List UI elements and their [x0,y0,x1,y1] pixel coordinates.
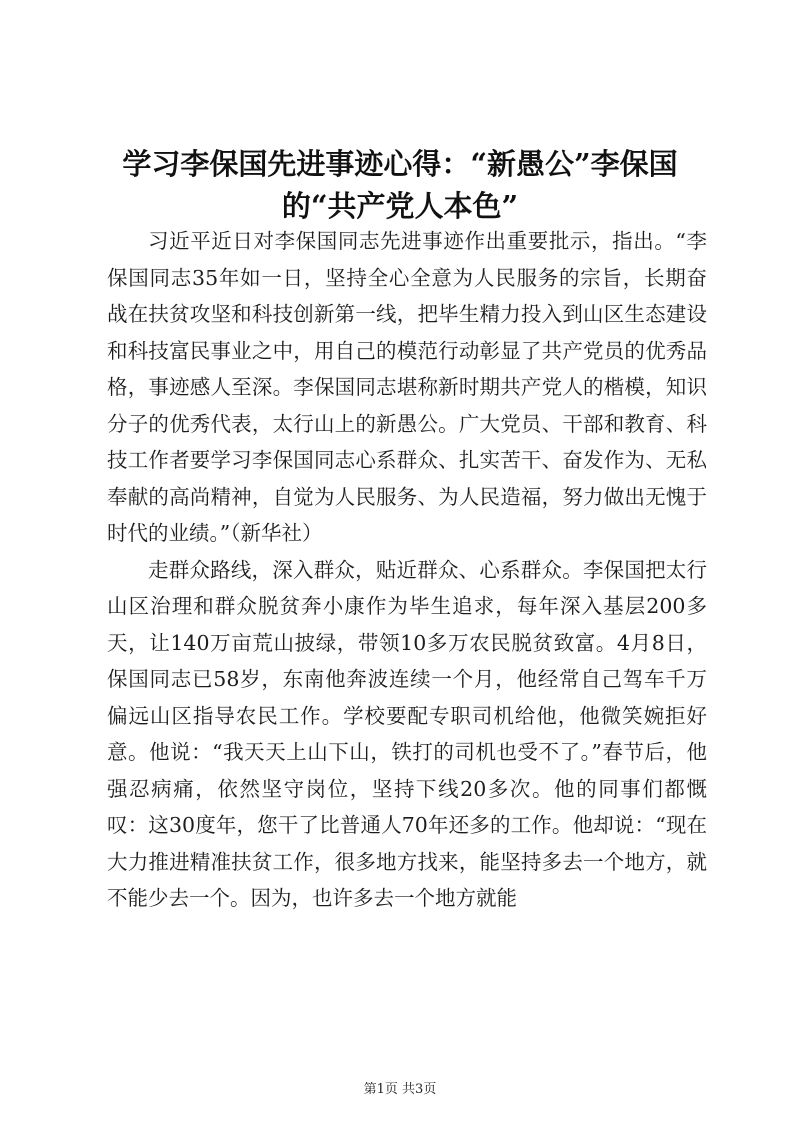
document-body [107,223,707,917]
document-title: 学习李保国先进事迹心得：“新愚公”李保国的“共产党人本色” [122,147,678,223]
page-number-footer: 第1页 共3页 [363,1082,437,1097]
paragraph-2: 走群众路线，深入群众，贴近群众、心系群众。李保国把太行山区治理和群众脱贫奔小康作为毕生追求，每年深入基层200多天，让140万亩荒山披绿，带领10多万农民脱贫致富。4月8日，保国同志已58岁，东南他奔波连续一个月，他经常自己驾车千万偏远山区指导农民工作。学校要配专职司机给他，他微笑婉拒好意。他说：“我天天上山下山，铁打的司机也受不了。”春节后，他强忍病痛，依然坚守岗位，坚持下线20多次。他的同事们都慨叹：这30度年，您干了比普通人70年还多的工作。他却说：“现在大力推进精准扶贫工作，很多地方找来，能坚持多去一个地方，就不能少去一个。因为，也许多去一个地方就能 [107,557,707,910]
paragraph-1: 习近平近日对李保国同志先进事迹作出重要批示，指出。“李保国同志35年如一日，坚持全心全意为人民服务的宗旨，长期奋战在扶贫攻坚和科技创新第一线，把毕生精力投入到山区生态建设和科技富民事业之中，用自己的模范行动彰显了共产党员的优秀品格，事迹感人至深。李保国同志堪称新时期共产党人的楷模，知识分子的优秀代表，太行山上的新愚公。广大党员、干部和教育、科技工作者要学习李保国同志心系群众、扎实苦干、奋发作为、无私奉献的高尚精神，自觉为人民服务、为人民造福，努力做出无愧于时代的业绩。”（新华社） [107,229,707,545]
